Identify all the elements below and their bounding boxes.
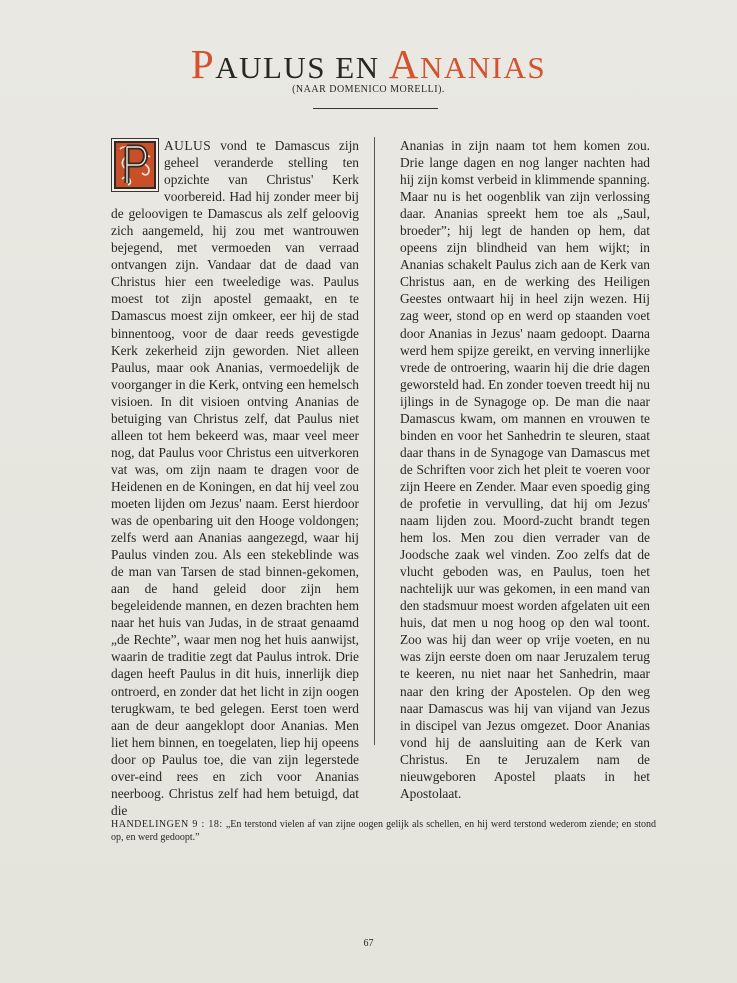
ornamental-dropcap	[111, 138, 159, 192]
page-title	[0, 40, 737, 88]
title-rule	[313, 108, 438, 109]
footnote-text: „En terstond vielen af van zijne oogen gelijk als schellen, en hij werd terstond wederom ziende; en stond op, en werd gedoopt.”	[111, 819, 657, 843]
title-text-part1: AULUS EN	[215, 50, 389, 85]
footnote	[111, 818, 656, 844]
footnote-reference: HANDELINGEN 9 : 18:	[111, 819, 223, 830]
left-paragraph	[111, 137, 359, 819]
right-column	[400, 137, 650, 802]
lead-word: AULUS	[164, 138, 212, 153]
title-initial-p: P	[190, 41, 216, 87]
right-column-text: Ananias in zijn naam tot hem komen zou. Drie lange dagen en nog langer nachten had hij zijn komst verbeid in klimmende spanning. Maar nu is het oogenblik van zijn verlossing daar. Ananias spreekt hem toe als „Saul, broeder”; hij legt de handen op hem, dat opeens zijn blindheid van hem wijkt; in Ananias schakelt Paulus zich aan de Kerk van Christus aan, en de werking des Heiligen Geestes ontwaart hij in heel zijn wezen. Hij zag weer, stond op en werd op staanden voet door Ananias in Jezus' naam gedoopt. Daarna werd hem spijze gereikt, en verving innerlijke vrede de ontroering, waarin hij die drie dagen geworsteld had. En zonder toeven treedt hij nu ijlings in de Synagoge op. De man die naar Damascus kwam, om mannen en vrouwen te binden en voor het Sanhedrin te sleuren, staat daar thans in de Synagoge van Damascus met de Schriften voor zich het pleit te voeren voor zijn Heere en Zender. Maar even spoedig ging de profetie in vervulling, dat hij om Jezus' naam lijden zou. Moord-zucht brandt tegen hem los. Men zou dien verrader van de Joodsche zaak wel vinden. Zoo zelfs dat de vlucht geboden was, en Paulus, toen het nachtelijk uur was gekomen, in een mand van den stadsmuur moest worden afgelaten uit een huis, dat men u nog hoog op den wal toont. Zoo was hij dan weer op vrije voeten, en nu was zijn eerste doen om naar Jeruzalem terug te keeren, nu niet naar het Sanhedrin, maar naar den kring der Apostelen. Op den weg naar Damascus was hij van vijand van Jezus in discipel van Jezus omgezet. Door Ananias vond hij de aansluiting aan de Kerk van Christus. En te Jeruzalem nam de nieuwgeboren Apostel plaats in het Apostolaat.	[400, 138, 650, 801]
left-column	[111, 137, 359, 819]
title-text-part2: NANIAS	[419, 50, 547, 85]
column-divider	[374, 137, 375, 745]
page-subtitle: (NAAR DOMENICO MORELLI).	[292, 84, 445, 95]
title-initial-a: A	[388, 41, 420, 87]
left-column-text: vond te Damascus zijn geheel veranderde stelling ten opzichte van Christus' Kerk voorbereid. Had hij zonder meer bij de geloovigen te Damascus als zelf geloovig zich aangemeld, hij zou met wantrouwen bejegend, met vermoeden van verraad ontvangen zijn. Vandaar dat de daad van Christus hier een tweeledige was. Paulus moest tot zijn apostel gemaakt, en te Damascus moest zijn omkeer, eer hij de stad binnentoog, voor de daar reeds gevestigde Kerk zekerheid zijn geworden. Niet alleen Paulus, maar ook Ananias, vermoedelijk de voorganger in die Kerk, ontving een hemelsch visioen. In dit visioen ontving Ananias de betuiging van Christus zelf, dat Paulus niet alleen tot hem bekeerd was, maar veel meer nog, dat Paulus voor Christus een uitverkoren vat was, om zijn naam te dragen voor de Heidenen en de Koningen, en dat hij veel zou moeten lijden om Jezus' naam. Eerst hierdoor was de openbaring uit den Hooge voldongen; zelfs werd aan Ananias aangezegd, waar hij Paulus vinden zou. Als een stekeblinde was de man van Tarsen de stad binnen-gekomen, aan de hand geleid door zijn hem begeleidende mannen, en dezen brachten hem naar het huis van Judas, in de straat genaamd „de Rechte”, waar men nog het huis aanwijst, waarin de traditie zegt dat Paulus introk. Drie dagen heeft Paulus in dit huis, innerlijk diep ontroerd, en zonder dat het licht in zijn oogen terugkwam, te bed gelegen. Eerst toen werd aan de deur aangeklopt door Ananias. Men liet hem binnen, en toegelaten, liep hij opeens door op Paulus toe, die van zijn legerstede over-eind rees en zich voor Ananias neerboog. Christus zelf had hem betuigd, dat die	[111, 138, 359, 818]
page-number: 67	[363, 938, 374, 949]
dropcap-ornament-icon	[112, 139, 158, 191]
